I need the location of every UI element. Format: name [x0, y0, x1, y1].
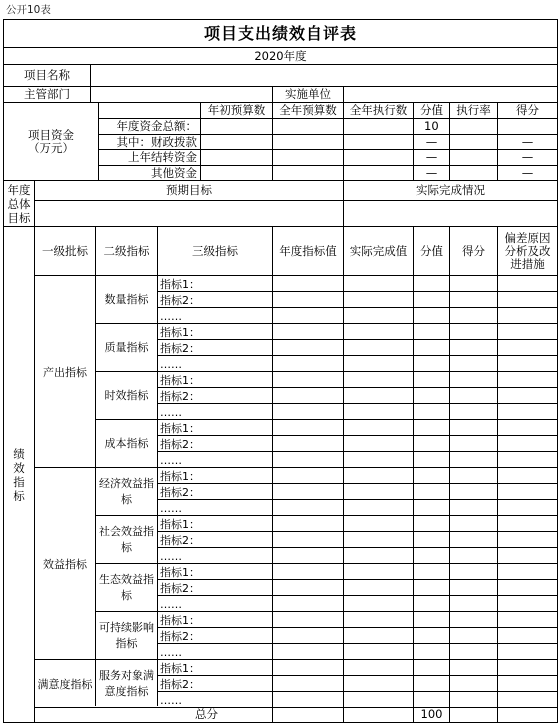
- ind-score-value[interactable]: [414, 468, 449, 484]
- ind-score-value[interactable]: [414, 676, 449, 692]
- fund-row-get: —: [521, 150, 534, 164]
- fund-row-score: —: [425, 134, 438, 149]
- ind-get-value[interactable]: [450, 644, 497, 660]
- ind-target-value[interactable]: [273, 292, 343, 308]
- ind-score-value[interactable]: [414, 340, 449, 356]
- ind-score-value[interactable]: [414, 388, 449, 404]
- ind-get-value[interactable]: [450, 452, 497, 468]
- level1-indicator: 效益指标: [43, 557, 87, 571]
- fund-header-annual: 全年预算数: [279, 103, 337, 117]
- level3-indicator: 指标1：: [160, 661, 200, 675]
- ind-actual-value[interactable]: [344, 324, 413, 340]
- ind-header-score: 分值: [420, 243, 443, 258]
- ind-actual-value[interactable]: [344, 628, 413, 644]
- sheet-label: 公开10表: [6, 3, 51, 16]
- ind-deviation-value[interactable]: [498, 612, 557, 628]
- ind-target-value[interactable]: [273, 516, 343, 532]
- ind-deviation-value[interactable]: [498, 468, 557, 484]
- level2-indicator: 可持续影响指标: [99, 621, 154, 650]
- ind-get-value[interactable]: [450, 484, 497, 500]
- ind-get-value[interactable]: [450, 516, 497, 532]
- ind-deviation-value[interactable]: [498, 580, 557, 596]
- ind-deviation-value[interactable]: [498, 644, 557, 660]
- total-score: 100: [420, 707, 443, 721]
- level2-indicator: 成本指标: [104, 437, 149, 450]
- fund-label: 项目资金 （万元）: [28, 127, 74, 155]
- ind-target-value[interactable]: [273, 484, 343, 500]
- ind-actual-value[interactable]: [344, 340, 413, 356]
- ind-deviation-value[interactable]: [498, 388, 557, 404]
- ind-get-value[interactable]: [450, 308, 497, 324]
- fund-row-label: 上年结转资金: [128, 150, 197, 164]
- level3-indicator: 指标2：: [160, 341, 200, 355]
- ind-deviation-value[interactable]: [498, 564, 557, 580]
- level3-indicator: 指标2：: [160, 389, 200, 403]
- level2-indicator: 数量指标: [104, 293, 149, 306]
- ind-actual-value[interactable]: [344, 548, 413, 564]
- level3-indicator: ……: [160, 597, 182, 611]
- ind-actual-value[interactable]: [344, 356, 413, 372]
- ind-deviation-value[interactable]: [498, 660, 557, 676]
- level1-indicator: 产出指标: [43, 365, 87, 379]
- ind-score-value[interactable]: [414, 580, 449, 596]
- level3-indicator: 指标2：: [160, 629, 200, 643]
- ind-get-value[interactable]: [450, 628, 497, 644]
- dept-label: 主管部门: [24, 87, 70, 101]
- ind-target-value[interactable]: [273, 404, 343, 420]
- ind-get-value[interactable]: [450, 356, 497, 372]
- fund-header-score: 分值: [420, 103, 443, 117]
- ind-deviation-value[interactable]: [498, 420, 557, 436]
- ind-get-value[interactable]: [450, 692, 497, 708]
- level3-indicator: 指标1：: [160, 325, 200, 339]
- ind-deviation-value[interactable]: [498, 340, 557, 356]
- ind-actual-value[interactable]: [344, 500, 413, 516]
- ind-score-value[interactable]: [414, 564, 449, 580]
- ind-target-value[interactable]: [273, 420, 343, 436]
- ind-deviation-value[interactable]: [498, 324, 557, 340]
- ind-target-value[interactable]: [273, 660, 343, 676]
- level2-indicator: 服务对象满意度指标: [99, 669, 154, 698]
- actual-done-header: 实际完成情况: [416, 183, 485, 197]
- ind-target-value[interactable]: [273, 276, 343, 292]
- ind-actual-value[interactable]: [344, 276, 413, 292]
- ind-deviation-value[interactable]: [498, 356, 557, 372]
- level3-indicator: 指标1：: [160, 613, 200, 627]
- ind-score-value[interactable]: [414, 628, 449, 644]
- ind-deviation-value[interactable]: [498, 516, 557, 532]
- level3-indicator: 指标2：: [160, 677, 200, 691]
- dept-value[interactable]: [91, 87, 272, 102]
- ind-deviation-value[interactable]: [498, 692, 557, 708]
- fund-header-get: 得分: [516, 103, 539, 117]
- ind-get-value[interactable]: [450, 468, 497, 484]
- fund-row-label: 其他资金: [151, 165, 197, 180]
- level2-indicator: 生态效益指标: [99, 573, 154, 602]
- ind-score-value[interactable]: [414, 484, 449, 500]
- actual-done-value[interactable]: [344, 201, 557, 226]
- impl-unit-value[interactable]: [344, 87, 557, 102]
- ind-actual-value[interactable]: [344, 404, 413, 420]
- ind-score-value[interactable]: [414, 644, 449, 660]
- ind-get-value[interactable]: [450, 340, 497, 356]
- ind-get-value[interactable]: [450, 500, 497, 516]
- year-label: 2020年度: [254, 48, 307, 63]
- level3-indicator: 指标1：: [160, 517, 200, 531]
- level3-indicator: 指标1：: [160, 373, 200, 387]
- ind-score-value[interactable]: [414, 276, 449, 292]
- ind-get-value[interactable]: [450, 404, 497, 420]
- ind-get-value[interactable]: [450, 420, 497, 436]
- impl-unit-label: 实施单位: [285, 87, 331, 101]
- ind-deviation-value[interactable]: [498, 500, 557, 516]
- ind-deviation-value[interactable]: [498, 372, 557, 388]
- ind-actual-value[interactable]: [344, 596, 413, 612]
- ind-score-value[interactable]: [414, 596, 449, 612]
- ind-get-value[interactable]: [450, 372, 497, 388]
- ind-actual-value[interactable]: [344, 644, 413, 660]
- ind-target-value[interactable]: [273, 324, 343, 340]
- ind-get-value[interactable]: [450, 596, 497, 612]
- ind-deviation-value[interactable]: [498, 548, 557, 564]
- ind-get-value[interactable]: [450, 676, 497, 692]
- ind-header-level2: 二级指标: [103, 243, 150, 258]
- fund-row-label: 年度资金总额：: [116, 119, 197, 133]
- fund-row-score: 10: [424, 119, 439, 133]
- ind-deviation-value[interactable]: [498, 292, 557, 308]
- ind-deviation-value[interactable]: [498, 436, 557, 452]
- ind-target-value[interactable]: [273, 548, 343, 564]
- expected-goal-header: 预期目标: [166, 183, 212, 197]
- ind-target-value[interactable]: [273, 500, 343, 516]
- level3-indicator: 指标2：: [160, 293, 200, 307]
- ind-actual-value[interactable]: [344, 468, 413, 484]
- ind-actual-value[interactable]: [344, 692, 413, 708]
- ind-actual-value[interactable]: [344, 532, 413, 548]
- ind-header-level1: 一级批标: [42, 243, 88, 258]
- ind-get-value[interactable]: [450, 532, 497, 548]
- ind-target-value[interactable]: [273, 612, 343, 628]
- level3-indicator: 指标2：: [160, 437, 200, 451]
- ind-actual-value[interactable]: [344, 452, 413, 468]
- ind-deviation-value[interactable]: [498, 532, 557, 548]
- ind-get-value[interactable]: [450, 276, 497, 292]
- ind-score-value[interactable]: [414, 516, 449, 532]
- ind-actual-value[interactable]: [344, 420, 413, 436]
- ind-actual-value[interactable]: [344, 564, 413, 580]
- ind-score-value[interactable]: [414, 660, 449, 676]
- ind-deviation-value[interactable]: [498, 308, 557, 324]
- ind-actual-value[interactable]: [344, 484, 413, 500]
- ind-target-value[interactable]: [273, 436, 343, 452]
- level3-indicator: ……: [160, 501, 182, 515]
- ind-score-value[interactable]: [414, 308, 449, 324]
- level3-indicator: ……: [160, 693, 182, 707]
- ind-get-value[interactable]: [450, 660, 497, 676]
- ind-deviation-value[interactable]: [498, 596, 557, 612]
- ind-deviation-value[interactable]: [498, 484, 557, 500]
- level1-indicator: 满意度指标: [37, 677, 93, 691]
- ind-score-value[interactable]: [414, 404, 449, 420]
- ind-score-value[interactable]: [414, 692, 449, 708]
- ind-actual-value[interactable]: [344, 580, 413, 596]
- ind-actual-value[interactable]: [344, 436, 413, 452]
- expected-goal-value[interactable]: [35, 201, 343, 226]
- level3-indicator: 指标1：: [160, 469, 200, 483]
- level3-indicator: 指标1：: [160, 277, 200, 291]
- ind-get-value[interactable]: [450, 612, 497, 628]
- ind-get-value[interactable]: [450, 388, 497, 404]
- ind-actual-value[interactable]: [344, 612, 413, 628]
- ind-target-value[interactable]: [273, 692, 343, 708]
- ind-get-value[interactable]: [450, 580, 497, 596]
- ind-get-value[interactable]: [450, 548, 497, 564]
- level3-indicator: ……: [160, 453, 182, 467]
- ind-target-value[interactable]: [273, 452, 343, 468]
- ind-score-value[interactable]: [414, 436, 449, 452]
- ind-deviation-value[interactable]: [498, 276, 557, 292]
- ind-get-value[interactable]: [450, 564, 497, 580]
- ind-target-value[interactable]: [273, 596, 343, 612]
- ind-actual-value[interactable]: [344, 308, 413, 324]
- fund-header-initial: 年初预算数: [207, 103, 266, 117]
- total-label: 总分: [195, 707, 218, 721]
- ind-score-value[interactable]: [414, 532, 449, 548]
- ind-score-value[interactable]: [414, 500, 449, 516]
- ind-deviation-value[interactable]: [498, 628, 557, 644]
- level3-indicator: 指标2：: [160, 581, 200, 595]
- project-name-value[interactable]: [91, 65, 557, 86]
- ind-header-get: 得分: [462, 243, 485, 258]
- ind-get-value[interactable]: [450, 324, 497, 340]
- ind-deviation-value[interactable]: [498, 676, 557, 692]
- ind-score-value[interactable]: [414, 292, 449, 308]
- level3-indicator: 指标1：: [160, 421, 200, 435]
- level3-indicator: ……: [160, 405, 182, 419]
- ind-score-value[interactable]: [414, 420, 449, 436]
- ind-score-value[interactable]: [414, 548, 449, 564]
- level2-indicator: 时效指标: [104, 389, 149, 402]
- level3-indicator: ……: [160, 549, 182, 563]
- fund-row-label: 其中：财政拨款: [116, 134, 197, 149]
- ind-get-value[interactable]: [450, 436, 497, 452]
- ind-target-value[interactable]: [273, 532, 343, 548]
- ind-target-value[interactable]: [273, 628, 343, 644]
- ind-actual-value[interactable]: [344, 292, 413, 308]
- level3-indicator: ……: [160, 309, 182, 323]
- ind-score-value[interactable]: [414, 356, 449, 372]
- level2-indicator: 质量指标: [104, 341, 149, 354]
- ind-target-value[interactable]: [273, 356, 343, 372]
- project-name-label: 项目名称: [24, 68, 70, 82]
- ind-target-value[interactable]: [273, 308, 343, 324]
- fund-header-rate: 执行率: [456, 103, 491, 117]
- level3-indicator: ……: [160, 357, 182, 371]
- ind-target-value[interactable]: [273, 580, 343, 596]
- ind-score-value[interactable]: [414, 372, 449, 388]
- fund-row-get: —: [521, 165, 534, 180]
- ind-actual-value[interactable]: [344, 516, 413, 532]
- ind-header-deviation: 偏差原因分析及改进措施: [504, 230, 551, 271]
- ind-target-value[interactable]: [273, 564, 343, 580]
- annual-goal-label: 年度总体目标: [7, 182, 31, 225]
- ind-score-value[interactable]: [414, 324, 449, 340]
- ind-actual-value[interactable]: [344, 676, 413, 692]
- ind-target-value[interactable]: [273, 388, 343, 404]
- ind-header-actual: 实际完成值: [349, 243, 408, 258]
- page-title: 项目支出绩效自评表: [203, 24, 357, 43]
- level3-indicator: ……: [160, 645, 182, 659]
- fund-header-executed: 全年执行数: [349, 103, 408, 117]
- level2-indicator: 经济效益指标: [99, 477, 154, 506]
- ind-target-value[interactable]: [273, 644, 343, 660]
- level3-indicator: 指标2：: [160, 485, 200, 499]
- level3-indicator: 指标1：: [160, 565, 200, 579]
- ind-header-target: 年度指标值: [279, 243, 337, 258]
- level2-indicator: 社会效益指标: [99, 525, 154, 554]
- ind-deviation-value[interactable]: [498, 404, 557, 420]
- ind-score-value[interactable]: [414, 612, 449, 628]
- ind-target-value[interactable]: [273, 340, 343, 356]
- level3-indicator: 指标2：: [160, 533, 200, 547]
- ind-actual-value[interactable]: [344, 660, 413, 676]
- fund-row-score: —: [425, 150, 438, 164]
- perf-indicator-label: 绩效指标: [13, 446, 25, 503]
- ind-target-value[interactable]: [273, 372, 343, 388]
- ind-target-value[interactable]: [273, 468, 343, 484]
- fund-row-score: —: [425, 165, 438, 180]
- fund-row-get: —: [521, 134, 534, 149]
- ind-deviation-value[interactable]: [498, 452, 557, 468]
- ind-target-value[interactable]: [273, 676, 343, 692]
- ind-get-value[interactable]: [450, 292, 497, 308]
- ind-actual-value[interactable]: [344, 388, 413, 404]
- ind-header-level3: 三级指标: [192, 243, 238, 258]
- ind-score-value[interactable]: [414, 452, 449, 468]
- ind-actual-value[interactable]: [344, 372, 413, 388]
